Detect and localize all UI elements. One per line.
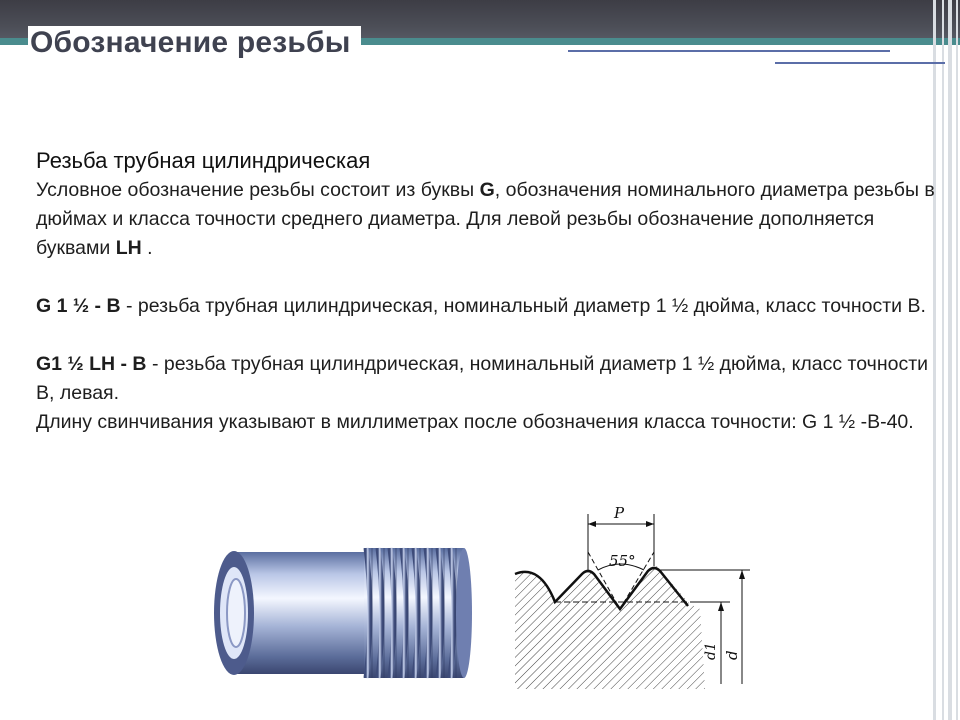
- example-2-text: - резьба трубная цилиндрическая, номинальный диаметр 1 ½ дюйма, класс точности В, левая.: [36, 353, 929, 404]
- threaded-pipe-illustration: [214, 538, 474, 688]
- d-label: d: [723, 650, 741, 660]
- title-underline-bottom: [775, 62, 945, 64]
- slide-title: Обозначение резьбы: [28, 26, 361, 60]
- example-1: [36, 292, 936, 321]
- intro-paragraph: Условное обозначение резьбы состоит из буквы G, обозначения номинального диаметра резьбы в дюймах и класса точности среднего диаметра. Для левой резьбы обозначение дополняется буквами LH .: [36, 179, 935, 259]
- example-1-code: G 1 ½ - B: [36, 295, 121, 317]
- angle-label: 55°: [609, 552, 636, 570]
- content-heading: Резьба трубная цилиндрическая: [36, 148, 371, 173]
- example-2: [36, 350, 936, 408]
- length-note: Длину свинчивания указывают в миллиметрах после обозначения класса точности: G 1 ½ -В-40.: [36, 411, 914, 433]
- title-underline-top: [568, 50, 890, 52]
- d1-label: d1: [703, 642, 719, 660]
- pitch-label: P: [614, 504, 625, 522]
- thread-profile-diagram: [510, 484, 760, 689]
- slide-content: [36, 146, 936, 437]
- example-1-text: - резьба трубная цилиндрическая, номинальный диаметр 1 ½ дюйма, класс точности В.: [120, 295, 926, 317]
- example-2-code: G1 ½ LH - B: [36, 353, 147, 375]
